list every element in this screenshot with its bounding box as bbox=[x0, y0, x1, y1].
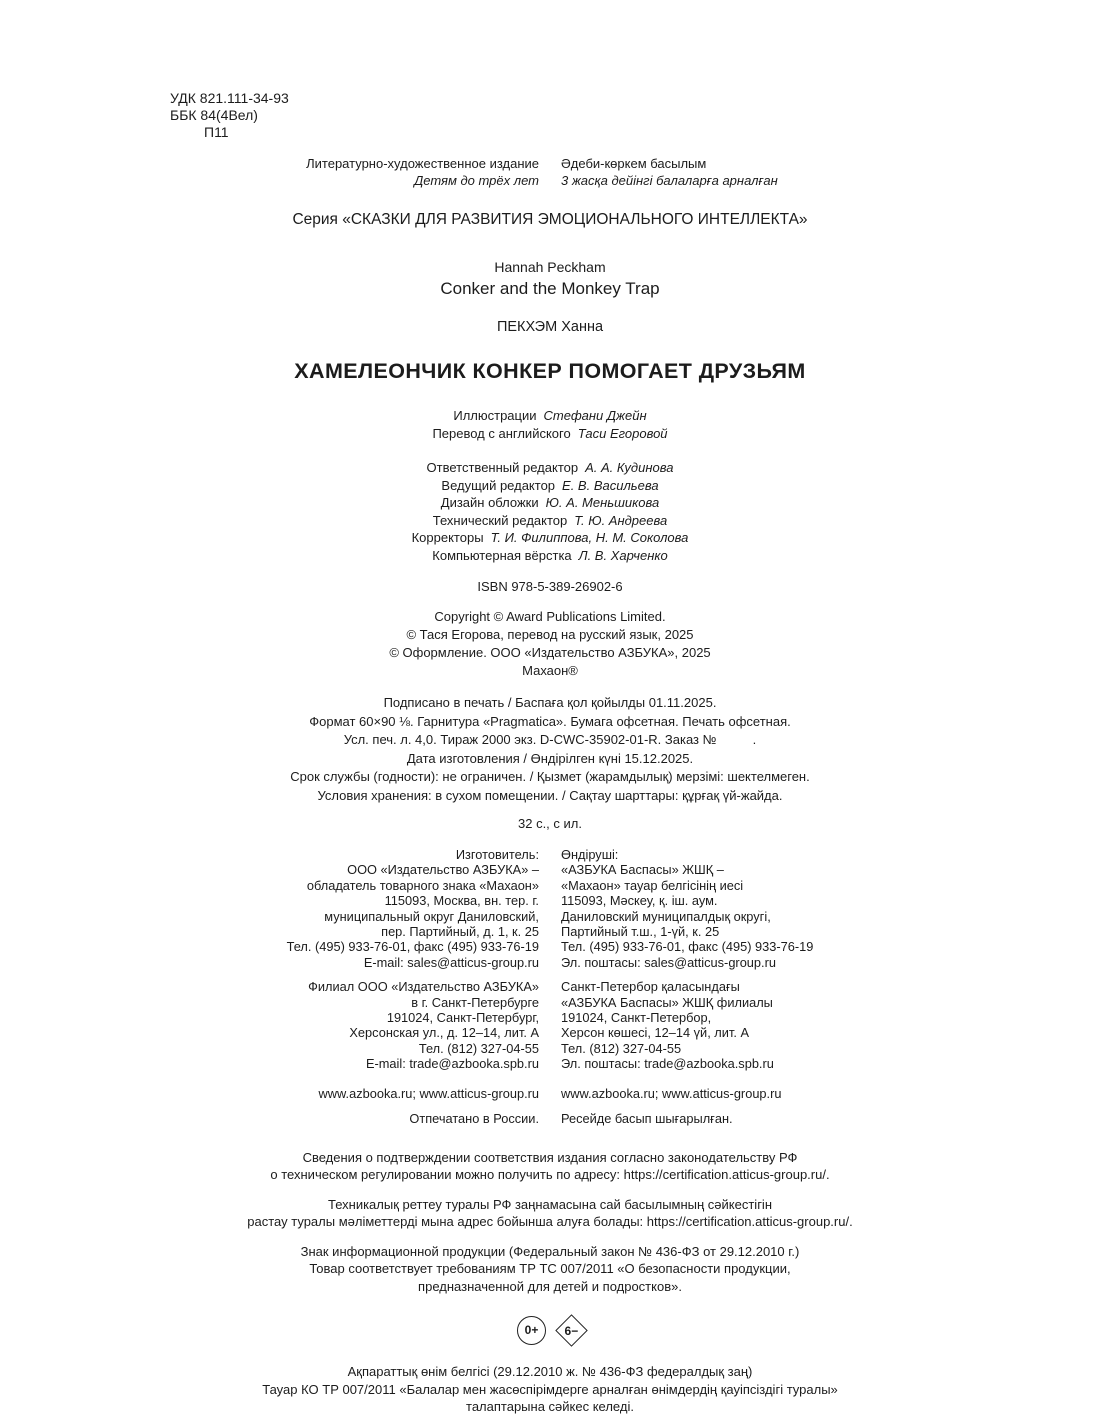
staff-role: Компьютерная вёрстка bbox=[432, 547, 572, 563]
age-rating-0plus-label: 0+ bbox=[524, 1323, 539, 1337]
manufacturer-ru-line: 115093, Москва, вн. тер. г. bbox=[384, 893, 539, 909]
print-details-block bbox=[0, 694, 1100, 805]
printed-in-kz: Ресейде басып шығарылған. bbox=[561, 1111, 733, 1127]
manufacturer-ru-line: муниципальный округ Даниловский, bbox=[324, 908, 539, 924]
certification-ru-block bbox=[0, 1149, 1100, 1184]
staff-row bbox=[0, 529, 1100, 547]
manufacturer-kz-column bbox=[561, 847, 1100, 970]
certification-ru-line: о техническом регулировании можно получить по адресу: https://certification.atticus-group.ru/. bbox=[270, 1167, 830, 1182]
manufacturer-kz-line: Партийный т.ш., 1-үй, к. 25 bbox=[561, 924, 720, 940]
edition-age-kz: 3 жасқа дейінгі балаларға арналған bbox=[561, 173, 778, 188]
staff-role: Дизайн обложки bbox=[440, 495, 539, 510]
manufacturer-kz-line: «АЗБУКА Баспасы» ЖШҚ – bbox=[561, 862, 724, 878]
manufacturer-ru-line: обладатель товарного знака «Махаон» bbox=[306, 877, 539, 893]
branch-kz-line: «АЗБУКА Баспасы» ЖШҚ филиалы bbox=[561, 994, 773, 1010]
manufacturer-kz-line: Өндіруші: bbox=[561, 847, 619, 862]
print-detail-line: Срок службы (годности): не ограничен. / Қызмет (жарамдылық) мерзімі: шектелмеген. bbox=[290, 769, 810, 784]
certification-ru-line: Сведения о подтверждении соответствия издания согласно законодательству РФ bbox=[302, 1149, 798, 1165]
staff-row bbox=[0, 494, 1100, 512]
branch-ru-line: Филиал ООО «Издательство АЗБУКА» bbox=[308, 979, 539, 995]
print-detail-line: Формат 60×90 ⅛. Гарнитура «Pragmatica». Бумага офсетная. Печать офсетная. bbox=[309, 713, 791, 729]
staff-role: Корректоры bbox=[411, 530, 484, 545]
original-title: Conker and the Monkey Trap bbox=[440, 279, 660, 298]
manufacturer-kz-line: Даниловский муниципалдық округі, bbox=[561, 908, 771, 924]
info-sign-ru-line: Знак информационной продукции (Федеральный закон № 436-ФЗ от 29.12.2010 г.) bbox=[300, 1243, 800, 1259]
credit-label: Иллюстрации bbox=[453, 408, 537, 423]
manufacturer-ru-line: ООО «Издательство АЗБУКА» – bbox=[347, 862, 539, 878]
certification-kz-block bbox=[0, 1196, 1100, 1231]
staff-role: Технический редактор bbox=[432, 512, 568, 528]
branch-ru-line: 191024, Санкт-Петербург, bbox=[386, 1010, 539, 1026]
manufacturer-kz-line: «Махаон» тауар белгісінің иесі bbox=[561, 877, 744, 893]
websites-kz: www.azbooka.ru; www.atticus-group.ru bbox=[561, 1085, 782, 1101]
branch-kz-line: 191024, Санкт-Петербор, bbox=[561, 1010, 712, 1026]
manufacturer-kz-line: 115093, Мәскеу, қ. іш. аум. bbox=[561, 893, 718, 909]
branch-block bbox=[0, 979, 1100, 1071]
websites-ru: www.azbooka.ru; www.atticus-group.ru bbox=[318, 1085, 539, 1101]
certification-kz-line: растау туралы мәліметтерді мына адрес бойынша алуға болады: https://certification.atticus-group.ru/. bbox=[247, 1214, 853, 1229]
manufacturer-kz-line: Эл. поштасы: sales@atticus-group.ru bbox=[561, 954, 776, 970]
manufacturer-ru-line: Тел. (495) 933-76-01, факс (495) 933-76-19 bbox=[286, 939, 539, 955]
manufacturer-kz-line: Тел. (495) 933-76-01, факс (495) 933-76-19 bbox=[561, 939, 814, 955]
copyright-block bbox=[0, 608, 1100, 680]
classification-codes-block bbox=[170, 90, 1100, 141]
branch-ru-column bbox=[0, 979, 539, 1071]
printed-in-row bbox=[0, 1111, 1100, 1126]
edition-type-block bbox=[0, 155, 1100, 189]
websites-row bbox=[0, 1086, 1100, 1101]
staff-name: Е. В. Васильева bbox=[562, 477, 659, 493]
credits-block bbox=[0, 407, 1100, 443]
info-sign-ru-line: Товар соответствует требованиям ТР ТС 007/2011 «О безопасности продукции, bbox=[309, 1261, 791, 1276]
original-edition-block bbox=[0, 257, 1100, 301]
print-detail-line: Условия хранения: в сухом помещении. / Сақтау шарттары: құрғақ үй-жайда. bbox=[317, 787, 783, 803]
branch-ru-line: E-mail: trade@azbooka.spb.ru bbox=[365, 1056, 539, 1072]
branch-kz-line: Эл. поштасы: trade@azbooka.spb.ru bbox=[561, 1056, 774, 1072]
print-detail-line: Подписано в печать / Баспаға қол қойылды 01.11.2025. bbox=[383, 695, 717, 710]
staff-name: Т. Ю. Андреева bbox=[574, 512, 668, 528]
staff-name: Ю. А. Меньшикова bbox=[545, 495, 660, 510]
info-sign-kz-line: талаптарына сәйкес келеді. bbox=[466, 1399, 634, 1414]
branch-ru-line: Тел. (812) 327-04-55 bbox=[418, 1040, 539, 1056]
age-rating-marks bbox=[0, 1311, 1100, 1349]
printed-in-ru: Отпечатано в России. bbox=[409, 1111, 539, 1127]
edition-type-ru bbox=[0, 155, 539, 189]
staff-name: А. А. Кудинова bbox=[585, 460, 674, 475]
manufacturer-ru-line: E-mail: sales@atticus-group.ru bbox=[363, 954, 539, 970]
branch-kz-line: Тел. (812) 327-04-55 bbox=[561, 1040, 682, 1056]
copyright-line: Copyright © Award Publications Limited. bbox=[434, 609, 666, 624]
copyright-line: Махаон® bbox=[522, 663, 578, 678]
pages-count-line: 32 с., с ил. bbox=[518, 816, 582, 831]
info-sign-kz-line: Тауар КО ТР 007/2011 «Балалар мен жасөспірімдерге арналған өнімдердің қауіпсіздігі туралы» bbox=[262, 1381, 838, 1397]
edition-type-ru-line1: Литературно-художественное издание bbox=[306, 156, 539, 171]
credit-name: Стефани Джейн bbox=[543, 408, 647, 423]
bbk-code: ББК 84(4Вел) bbox=[170, 107, 258, 123]
branch-kz-column bbox=[561, 979, 1100, 1071]
info-sign-ru-line: предназначенной для детей и подростков». bbox=[418, 1278, 682, 1294]
age-rating-6minus-badge bbox=[555, 1314, 588, 1347]
age-rating-6minus-label: 6− bbox=[564, 1323, 579, 1337]
credit-row-translation bbox=[0, 425, 1100, 443]
isbn-line: ISBN 978-5-389-26902-6 bbox=[477, 579, 623, 594]
manufacturer-ru-line: пер. Партийный, д. 1, к. 25 bbox=[381, 924, 539, 940]
series-title: Серия «СКАЗКИ ДЛЯ РАЗВИТИЯ ЭМОЦИОНАЛЬНОГО ИНТЕЛЛЕКТА» bbox=[292, 211, 808, 228]
udk-code: УДК 821.111-34-93 bbox=[170, 90, 289, 106]
copyright-line: © Оформление. ООО «Издательство АЗБУКА», 2025 bbox=[389, 645, 711, 660]
copyright-line: © Тася Егорова, перевод на русский язык, 2025 bbox=[406, 627, 694, 642]
edition-age-ru: Детям до трёх лет bbox=[414, 173, 539, 188]
staff-row bbox=[0, 477, 1100, 495]
branch-ru-line: Херсонская ул., д. 12–14, лит. А bbox=[349, 1025, 539, 1041]
manufacturer-ru-line: Изготовитель: bbox=[455, 847, 539, 862]
credit-row-illustrations bbox=[0, 407, 1100, 425]
staff-block bbox=[0, 459, 1100, 564]
staff-row bbox=[0, 547, 1100, 565]
print-detail-line: Дата изготовления / Өндірілген күні 15.12.2025. bbox=[406, 750, 694, 766]
age-rating-0plus-badge bbox=[517, 1316, 546, 1345]
staff-row bbox=[0, 512, 1100, 530]
credit-label: Перевод с английского bbox=[432, 426, 571, 441]
info-sign-kz-block bbox=[0, 1363, 1100, 1416]
info-sign-kz-line: Ақпараттық өнім белгісі (29.12.2010 ж. № 436-ФЗ федералдық заң) bbox=[347, 1364, 753, 1379]
print-detail-line: Усл. печ. л. 4,0. Тираж 2000 экз. D-CWC-35902-01-R. Заказ № . bbox=[343, 732, 757, 747]
manufacturer-ru-column bbox=[0, 847, 539, 970]
branch-kz-line: Херсон көшесі, 12–14 үй, лит. А bbox=[561, 1025, 750, 1041]
credit-name: Таси Егоровой bbox=[577, 426, 668, 441]
edition-type-kz-line1: Әдеби-көркем басылым bbox=[561, 156, 707, 171]
staff-row bbox=[0, 459, 1100, 477]
info-sign-ru-block bbox=[0, 1243, 1100, 1296]
staff-name: Л. В. Харченко bbox=[578, 547, 668, 563]
author-sign-code: П11 bbox=[204, 124, 229, 140]
manufacturer-block bbox=[0, 847, 1100, 970]
original-author: Hannah Peckham bbox=[494, 259, 606, 275]
staff-role: Ведущий редактор bbox=[441, 477, 556, 493]
staff-name: Т. И. Филиппова, Н. М. Соколова bbox=[490, 530, 689, 545]
certification-kz-line: Техникалық реттеу туралы РФ заңнамасына сай басылымның сәйкестігін bbox=[327, 1196, 772, 1212]
branch-kz-line: Санкт-Петербор қаласындағы bbox=[561, 979, 740, 995]
book-title: ХАМЕЛЕОНЧИК КОНКЕР ПОМОГАЕТ ДРУЗЬЯМ bbox=[294, 359, 806, 383]
russian-author: ПЕКХЭМ Ханна bbox=[496, 319, 604, 335]
staff-role: Ответственный редактор bbox=[426, 460, 579, 475]
edition-type-kz bbox=[561, 155, 1100, 189]
branch-ru-line: в г. Санкт-Петербурге bbox=[411, 994, 539, 1010]
